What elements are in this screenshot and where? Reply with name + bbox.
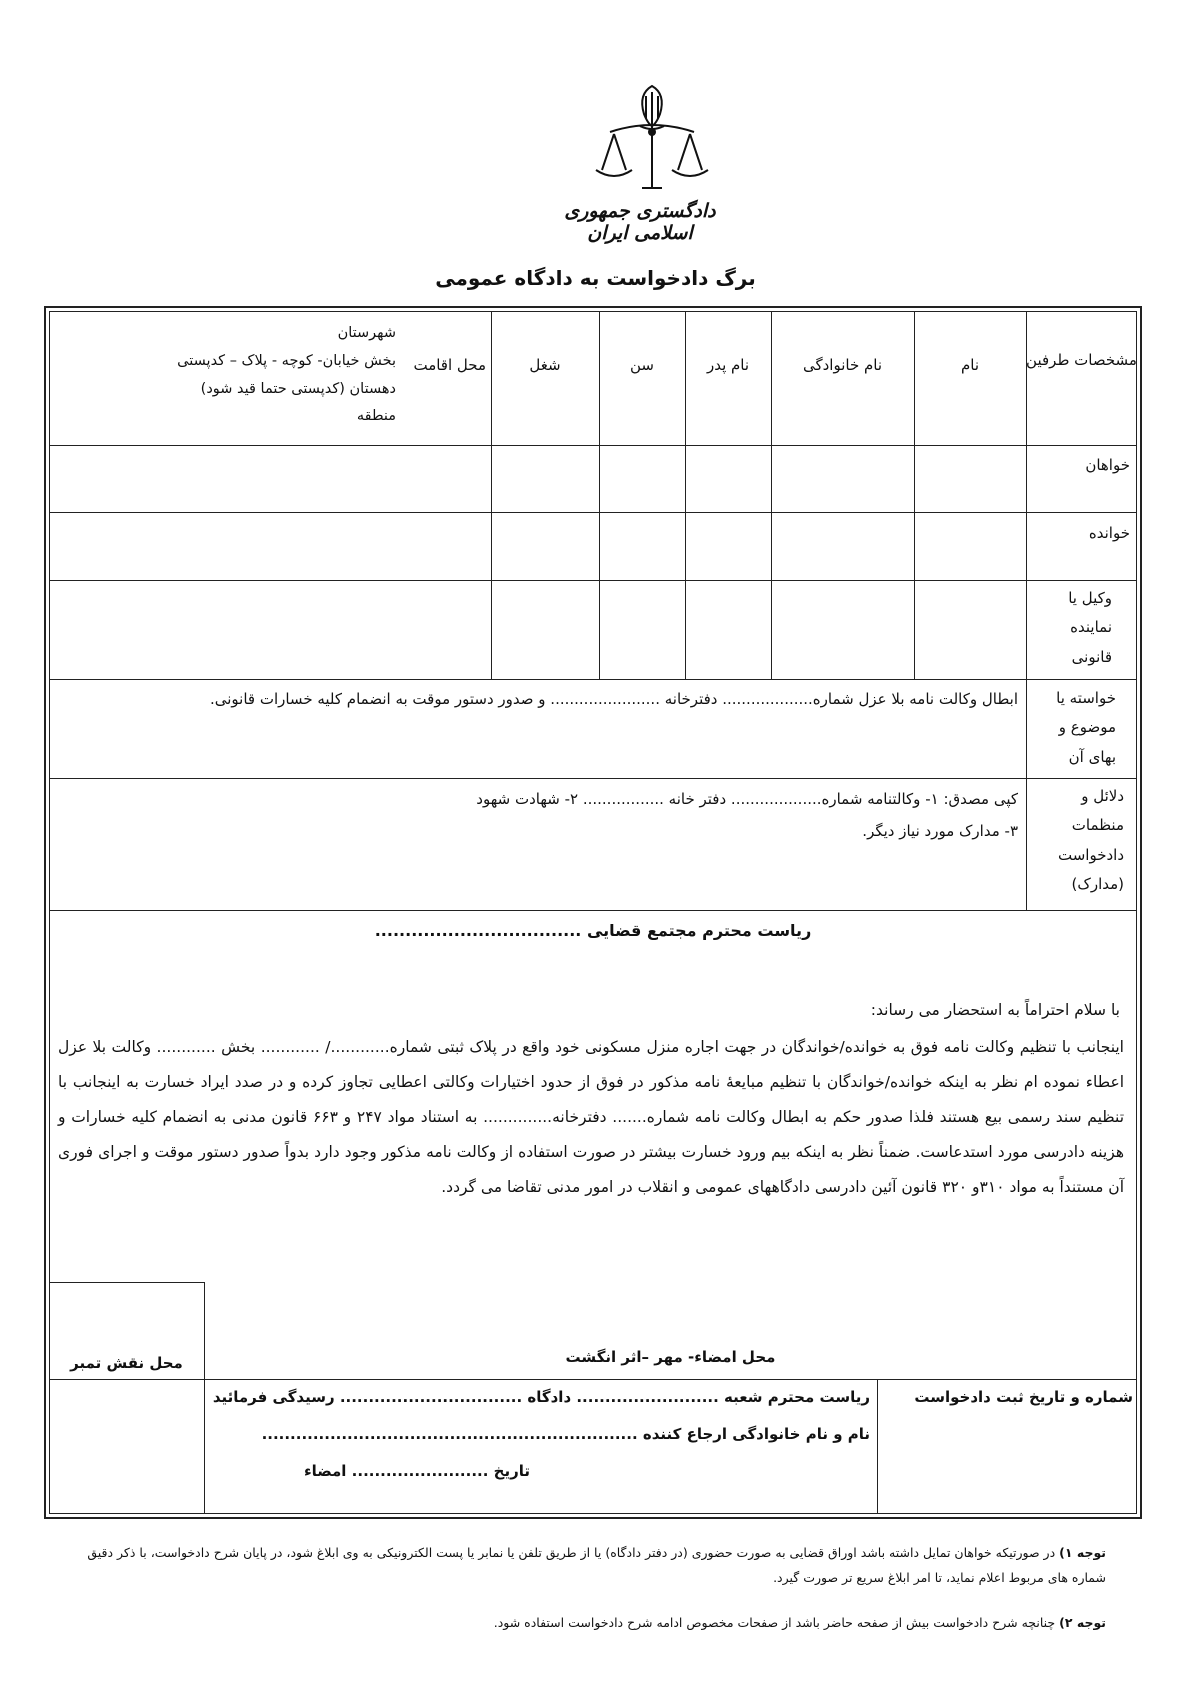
col-name: نام	[960, 356, 980, 374]
organization-name: دادگستری جمهوری اسلامی ایران	[564, 200, 716, 244]
row-divider	[49, 512, 1137, 513]
residence-line: شهرستان	[337, 325, 396, 341]
referral-line-1: ریاست محترم شعبه ......................... دادگاه ................................ رسیدگی فرمائید	[212, 1388, 870, 1406]
row-plaintiff: خواهان	[1085, 456, 1130, 474]
col-job: شغل	[529, 356, 561, 374]
signature-place-label: محل امضاء- مهر –اثر انگشت	[565, 1348, 776, 1366]
col-divider	[1026, 311, 1027, 910]
claim-label: خواسته یا موضوع و بهای آن	[1056, 689, 1116, 766]
evidence-line-2: ۳- مدارک مورد نیاز دیگر.	[862, 822, 1018, 840]
row-divider	[49, 778, 1137, 779]
note-1-text: در صورتیکه خواهان تمایل داشته باشد اوراق قضایی به صورت حضوری (در دفتر دادگاه) یا از طریق تلفن یا نمابر یا پست الکترونیکی به وی ابلاغ شود، در پایان شرح دادخواست، با ذکر دقیق شماره های مربوط اعلام نماید، تا امر ابلاغ سریع تر صورت گیرد.	[87, 1545, 1106, 1585]
row-divider	[49, 445, 1137, 446]
judiciary-emblem	[590, 82, 715, 197]
col-divider	[204, 1282, 205, 1514]
note-1	[86, 1540, 1106, 1590]
letter-greeting: با سلام احتراماً به استحضار می رساند:	[870, 1001, 1120, 1019]
evidence-label: دلائل و منظمات دادخواست (مدارک)	[1057, 787, 1124, 893]
form-frame-inner	[49, 311, 1137, 1514]
letter-body: اینجانب با تنظیم وکالت نامه فوق به خوانده/خواندگان در جهت اجاره منزل مسکونی خود واقع در پلاک ثبتی شماره............/ ............ بخش ............ وکالت بلا عزل اعطاء نموده ام نظر به اینکه خوانده/خواندگان با تنظیم مبایعهٔ نامه مذکور در فوق از حدود اختیارات وکالتی اعطایی تجاوز کرده و در صدد ایراد خسارت به اینجانب با تنظیم سند رسمی بیع هستند فلذا صدور حکم به ابطال وکالت نامه شماره....... دفترخانه.............. به استناد مواد ۲۴۷ و ۶۶۳ قانون مدنی به انضمام کلیه خسارات و هزینه دادرسی مورد استدعاست. ضمناً نظر به اینکه بیم ورود خسارت بیشتر در صورت استفاده از وکالت نامه مذکور وجود دارد بدواً صدور دستور موقت و اجرای فوری آن مستنداً به مواد ۳۱۰و ۳۲۰ قانون آئین دادرسی دادگاههای عمومی و انقلاب در امور مدنی تقاضا می گردد.	[58, 1038, 1125, 1197]
row-defendant: خوانده	[1088, 524, 1130, 542]
note-2-text: چنانچه شرح دادخواست بیش از صفحه حاضر باشد از صفحات مخصوص ادامه شرح دادخواست استفاده شود.	[493, 1615, 1056, 1630]
claim-text: ابطال وکالت نامه بلا عزل شماره................... دفترخانه ....................... و صدور دستور موقت به انضمام کلیه خسارات قانونی.	[209, 690, 1018, 708]
referral-line-2: نام و نام خانوادگی ارجاع کننده ..................................................................	[261, 1425, 870, 1443]
row-divider	[49, 1379, 1137, 1380]
residence-line: منطقه	[356, 408, 396, 425]
note-1-label: توجه ۱)	[1059, 1545, 1106, 1560]
form-title: برگ دادخواست به دادگاه عمومی	[435, 266, 756, 290]
col-age: سن	[630, 356, 654, 374]
row-divider	[49, 910, 1137, 911]
row-attorney: وکیل یا نماینده قانونی	[1068, 589, 1112, 666]
residence-line: دهستان (کدپستی حتما قید شود)	[200, 380, 396, 397]
row-divider	[49, 580, 1137, 581]
col-residence: محل اقامت	[413, 356, 486, 374]
corner-label: مشخصات طرفین	[1026, 351, 1137, 369]
col-father: نام پدر	[706, 356, 750, 374]
residence-line: بخش خیابان- کوچه - پلاک – کدپستی	[177, 352, 396, 369]
note-2	[86, 1610, 1106, 1635]
note-2-label: توجه ۲)	[1059, 1615, 1106, 1630]
col-family: نام خانوادگی	[802, 356, 883, 374]
row-divider	[49, 679, 1137, 680]
stamp-box-top	[49, 1282, 204, 1283]
registration-label: شماره و تاریخ ثبت دادخواست	[914, 1388, 1133, 1406]
residence-details	[90, 320, 396, 431]
stamp-place-label: محل نقش تمبر	[70, 1354, 183, 1372]
evidence-line-1: کپی مصدق: ۱- وکالتنامه شماره................... دفتر خانه ................. ۲- شهادت شهود	[476, 790, 1018, 808]
referral-line-3: تاریخ ........................ امضاء	[303, 1462, 530, 1480]
letter-addressee: ریاست محترم مجتمع قضایی ..................................	[374, 921, 812, 940]
